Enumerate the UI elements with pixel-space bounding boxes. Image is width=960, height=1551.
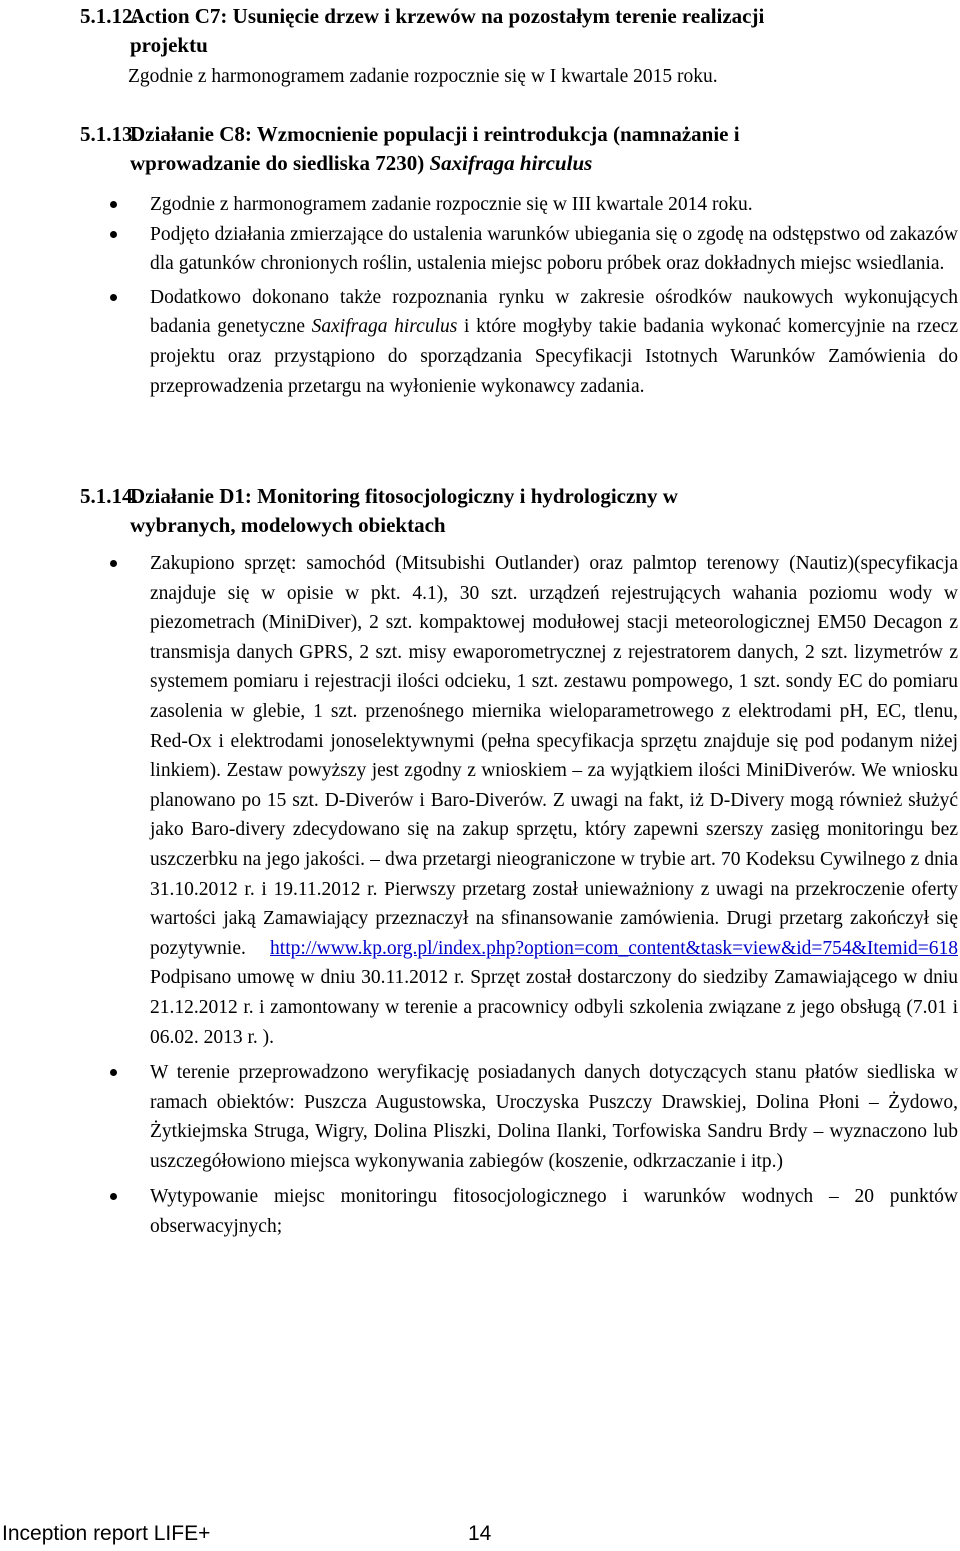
bullet-list-c8 [110,190,958,401]
equipment-spec-link[interactable]: http://www.kp.org.pl/index.php?option=com_content&task=view&id=754&Itemid=618 [270,937,958,959]
species-name: Saxifraga hirculus [429,151,593,175]
section-number: 5.1.12. [80,4,138,28]
section-number: 5.1.14. [80,484,138,508]
section-title-line1: Action C7: Usunięcie drzew i krzewów na pozostałym terenie realizacji [130,4,765,28]
bullet-list-d1 [110,549,958,1242]
bullet-icon [110,201,117,208]
section-5-1-12 [80,2,960,60]
list-item: Zakupiono sprzęt: samochód (Mitsubishi Outlander) oraz palmtop terenowy (Nautiz)(specyfikacja znajduje się w opisie w pkt. 4.1), 30 szt. urządzeń rejestrujących wahania poziomu wody w piezometrach (MiniDiver), 2 szt. kompaktowej modułowej stacji meteorologicznej EM50 Decagon z transmisja danych GPRS, 2 szt. misy ewaporometrycznej z rejestratorem danych, 2 szt. lizymetrów z systemem pomiaru i rejestracji ilości odcieku, 1 szt. zestawu pompowego, 1 szt. sondy EC do pomiaru zasolenia w glebie, 1 szt. przenośnego miernika wieloparametrowego z elektrodami pH, EC, tlenu, Red-Ox i elektrodami jonoselektywnymi (pełna specyfikacja sprzętu znajduje się pod podanym niżej linkiem). Zestaw powyższy jest zgodny z wnioskiem – za wyjątkiem ilości MiniDiverów. We wniosku planowano po 15 szt. D-Diverów i Baro-Diverów. Z uwagi na fakt, iż D-Divery mogą również służyć jako Baro-divery zdecydowano się na zakup sprzętu, który zapewni szerszy zasięg monitoringu bez uszczerbku na jego jakości. – dwa przetargi nieograniczone w trybie art. 70 Kodeksu Cywilnego z dnia 31.10.2012 r. i 19.11.2012 r. Pierwszy przetarg został unieważniony z uwagi na przekroczenie oferty wartości jaką Zamawiający przeznaczył na sfinansowanie zamówienia. Drugi przetarg zakończył się pozytywnie. http://www.kp.org.pl/index.php?option=com_content&task=view&id=754&Itemid=618 Podpisano umowę w dniu 30.11.2012 r. Sprzęt został dostarczony do siedziby Zamawiającego w dniu 21.12.2012 r. i zamontowany w terenie a pracownicy odbyli szkolenia związane z jego obsługą (7.01 i 06.02. 2013 r. ). [110,549,958,1052]
bullet-icon [110,1069,117,1076]
bullet-icon [110,294,117,301]
section-title-line1: Działanie C8: Wzmocnienie populacji i reintrodukcja (namnażanie i [130,122,740,146]
section-heading [80,2,960,60]
list-item: Wytypowanie miejsc monitoringu fitosocjologicznego i warunków wodnych – 20 punktów obserwacyjnych; [110,1182,958,1241]
list-item: W terenie przeprowadzono weryfikację posiadanych danych dotyczących stanu płatów siedliska w ramach obiektów: Puszcza Augustowska, Uroczyska Puszczy Drawskiej, Dolina Płoni – Żydowo, Żytkiejmska Struga, Wigry, Dolina Pliszki, Dolina Ilanki, Torfowiska Sandru Brdy – wyznaczono lub uszczegółowiono miejsca wykonywania zabiegów (koszenie, odkrzaczanie i itp.) [110,1058,958,1176]
page-number: 14 [468,1522,492,1545]
list-item: Zgodnie z harmonogramem zadanie rozpocznie się w III kwartale 2014 roku. [110,190,958,220]
section-heading [80,482,960,540]
bullet-icon [110,560,117,567]
list-item: Podjęto działania zmierzające do ustalenia warunków ubiegania się o zgodę na odstępstwo od zakazów dla gatunków chronionych roślin, ustalenia miejsc poboru próbek oraz dokładnych miejsc wsiedlania. [110,220,958,279]
section-title-line2: wprowadzanie do siedliska 7230) [130,151,430,175]
section-5-1-14 [80,482,960,540]
section-5-1-13 [80,120,960,178]
section-note: Zgodnie z harmonogramem zadanie rozpocznie się w I kwartale 2015 roku. [128,66,718,87]
bullet-icon [110,1193,117,1200]
footer-report-name: Inception report LIFE+ [2,1522,211,1545]
section-title-line2: projektu [130,33,208,57]
section-title-line1: Działanie D1: Monitoring fitosocjologiczny i hydrologiczny w [130,484,678,508]
section-heading [80,120,960,178]
list-item: Dodatkowo dokonano także rozpoznania rynku w zakresie ośrodków naukowych wykonujących badania genetyczne Saxifraga hirculus i które mogłyby takie badania wykonać komercyjnie na rzecz projektu oraz przystąpiono do sporządzania Specyfikacji Istotnych Warunków Zamówienia do przeprowadzenia przetargu na wyłonienie wykonawcy zadania. [110,283,958,401]
section-title-line2: wybranych, modelowych obiektach [130,513,446,537]
bullet-icon [110,231,117,238]
species-name: Saxifraga hirculus [311,316,458,338]
section-number: 5.1.13. [80,122,138,146]
